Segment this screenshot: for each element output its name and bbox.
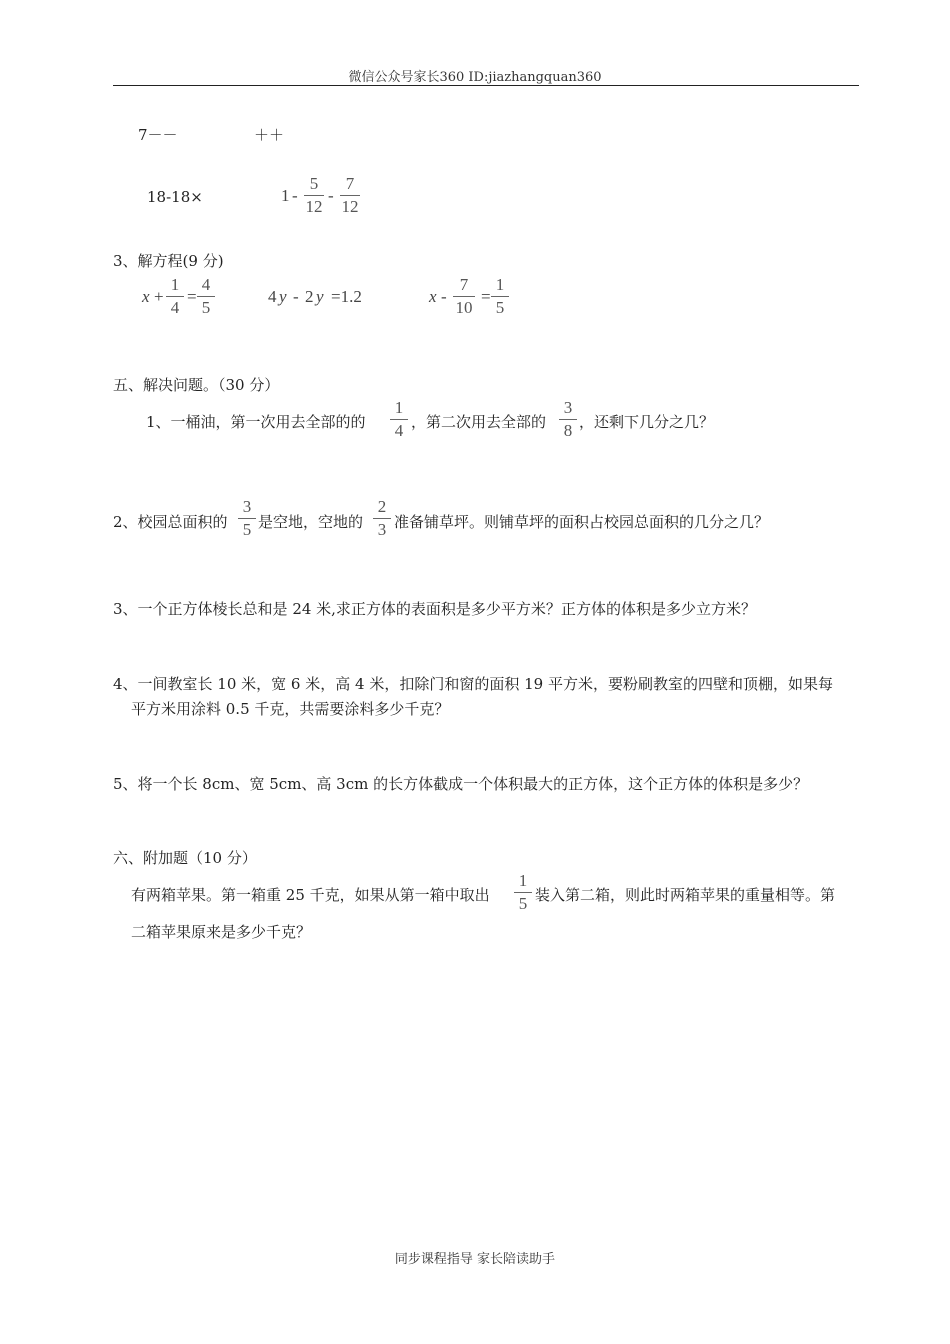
q3-text: 3、一个正方体棱长总和是 24 米,求正方体的表面积是多少平方米？正方体的体积是多少立方米？	[113, 600, 756, 618]
bonus-text-2: 装入第二箱，则此时两箱苹果的重量相等。第	[535, 886, 836, 904]
eq2-y-2: y	[316, 287, 324, 306]
calc-d-minus-2: -	[328, 186, 334, 205]
q2-text-1: 2、校园总面积的	[113, 513, 228, 531]
calc-b: ＋＋	[254, 126, 285, 144]
q4-text-line-1: 4、一间教室长 10 米，宽 6 米，高 4 米，扣除门和窗的面积 19 平方米，要粉刷教室的四壁和顶棚，如果每	[113, 675, 833, 693]
denominator: 12	[341, 197, 359, 216]
denominator: 5	[242, 520, 252, 539]
numerator: 4	[201, 275, 211, 294]
numerator: 2	[377, 497, 387, 516]
bonus-text-1: 有两箱苹果。第一箱重 25 千克，如果从第一箱中取出	[131, 886, 490, 904]
denominator: 10	[455, 298, 473, 317]
q2-text-2: 是空地，空地的	[258, 513, 364, 531]
q5-text: 5、将一个长 8cm、宽 5cm、高 3cm 的长方体截成一个体积最大的正方体，这个正方体的体积是多少？	[113, 775, 809, 793]
q2-fraction-2	[371, 497, 393, 540]
denominator: 12	[305, 197, 323, 216]
calc-d-one: 1	[281, 186, 290, 205]
section-6-title: 六、附加题（10 分）	[113, 849, 257, 867]
denominator: 8	[563, 421, 573, 440]
eq3-fraction-2	[489, 275, 511, 318]
q1-text-2: ，第二次用去全部的	[411, 413, 547, 431]
eq3-minus: -	[441, 287, 447, 306]
page-footer: 同步课程指导 家长陪读助手	[394, 1252, 556, 1267]
q4-text-line-2: 平方米用涂料 0.5 千克，共需要涂料多少千克？	[131, 700, 450, 718]
eq2-coef-1: 4	[268, 287, 277, 306]
calc-d-fraction-2	[338, 174, 362, 217]
eq1-x: x	[142, 287, 150, 306]
eq2-minus: -	[293, 287, 299, 306]
numerator: 1	[170, 275, 180, 294]
q2-fraction-1	[236, 497, 258, 540]
section-5-title: 五、解决问题。（30 分）	[113, 376, 280, 394]
q1-text-3: ，还剩下几分之几？	[579, 413, 715, 431]
bonus-text-line-2: 二箱苹果原来是多少千克？	[131, 923, 312, 941]
numerator: 7	[345, 174, 355, 193]
eq1-equals: =	[187, 287, 197, 306]
q1-fraction-2	[557, 398, 579, 441]
denominator: 5	[495, 298, 505, 317]
numerator: 5	[309, 174, 319, 193]
numerator: 1	[495, 275, 505, 294]
eq2-coef-2: 2	[305, 287, 314, 306]
calc-d-fraction-1	[302, 174, 326, 217]
calc-d-minus-1: -	[292, 186, 298, 205]
header-divider	[113, 85, 859, 86]
eq3-equals: =	[481, 287, 491, 306]
calc-a: 7－－	[138, 126, 178, 144]
eq1-plus: +	[154, 287, 164, 306]
numerator: 1	[518, 871, 528, 890]
page-header: 微信公众号家长360 ID:jiazhangquan360	[348, 70, 602, 85]
q1-text-1: 1、一桶油，第一次用去全部的的	[146, 413, 366, 431]
denominator: 5	[518, 894, 528, 913]
denominator: 3	[377, 520, 387, 539]
numerator: 3	[563, 398, 573, 417]
calc-c: 18-18×	[147, 188, 203, 206]
numerator: 7	[459, 275, 469, 294]
q1-fraction-1	[388, 398, 410, 441]
numerator: 3	[242, 497, 252, 516]
eq3-fraction-1	[451, 275, 477, 318]
eq2-rhs: =1.2	[331, 287, 362, 306]
eq1-fraction-2	[195, 275, 217, 318]
q2-text-3: 准备铺草坪。则铺草坪的面积占校园总面积的几分之几？	[394, 513, 770, 531]
section-3-title: 3、解方程(9 分)	[113, 252, 224, 270]
bonus-fraction	[512, 871, 534, 914]
denominator: 5	[201, 298, 211, 317]
denominator: 4	[394, 421, 404, 440]
denominator: 4	[170, 298, 180, 317]
eq1-fraction-1	[164, 275, 186, 318]
eq2-y-1: y	[279, 287, 287, 306]
numerator: 1	[394, 398, 404, 417]
eq3-x: x	[429, 287, 437, 306]
